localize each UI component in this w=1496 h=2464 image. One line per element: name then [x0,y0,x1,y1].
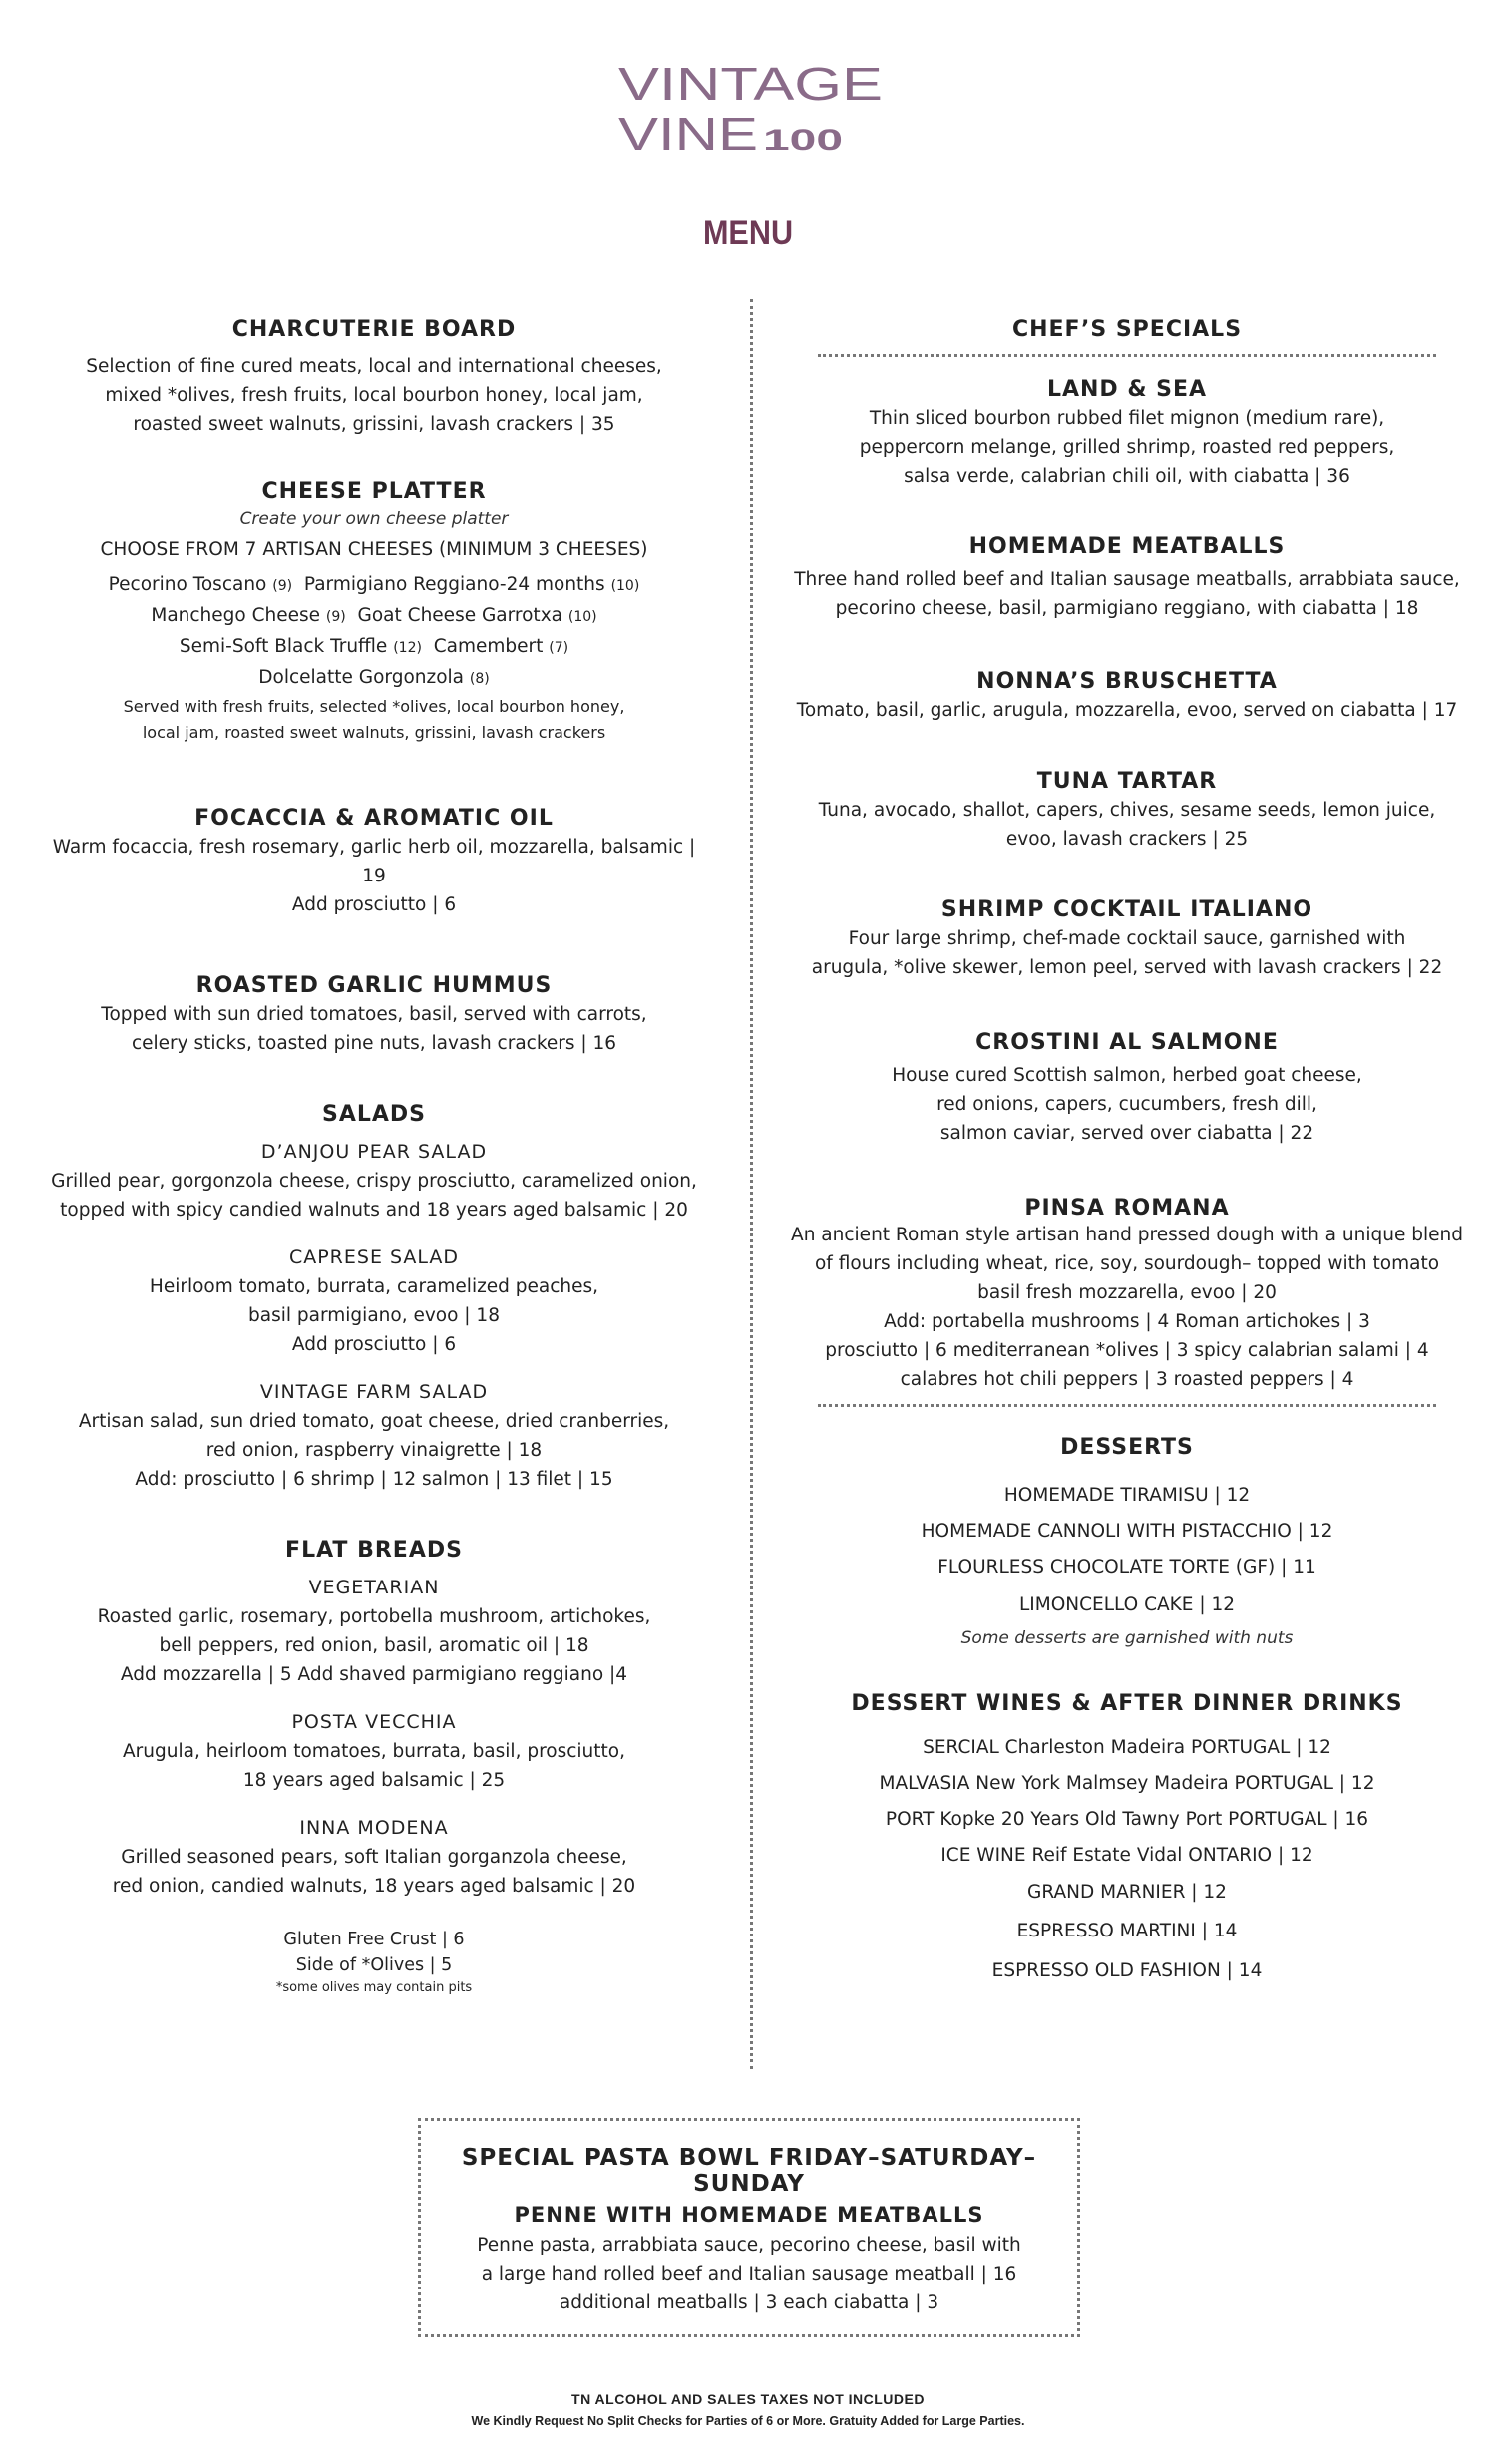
cheese-price: (12) [393,640,422,656]
salad-line: Artisan salad, sun dried tomato, goat cheese, dried cranberries, [78,1411,670,1432]
special-item [778,769,1476,854]
column-divider [750,299,753,2069]
special-line: salsa verde, calabrian chili oil, with ciabatta | 36 [904,466,1350,487]
desserts-divider [818,1404,1436,1407]
cheese-price: (10) [567,609,597,625]
cheese-row [40,601,708,632]
salad-name: CAPRESE SALAD [288,1246,460,1268]
flatbread-line: Roasted garlic, rosemary, portobella mushroom, artichokes, [97,1606,651,1627]
salad-line: Add: prosciutto | 6 shrimp | 12 salmon | 13 filet | 15 [135,1469,613,1490]
salad-line: Heirloom tomato, burrata, caramelized peaches, [149,1276,599,1297]
cheese-title: CHEESE PLATTER [261,479,487,504]
flatbreads-section [40,1538,708,1998]
special-line: calabres hot chili peppers | 3 roasted peppers | 4 [900,1369,1354,1390]
charcuterie-section [40,317,708,439]
flatbread-extra: Side of *Olives | 5 [295,1955,453,1975]
wines-title: DESSERT WINES & AFTER DINNER DRINKS [851,1691,1403,1716]
special-line: Tuna, avocado, shallot, capers, chives, sesame seeds, lemon juice, [818,800,1436,821]
desserts-section [778,1435,1476,1651]
desserts-title: DESSERTS [1060,1435,1194,1460]
tax-notice: TN ALCOHOL AND SALES TAXES NOT INCLUDED [571,2391,925,2407]
hummus-section [40,973,708,1058]
focaccia-section [40,806,708,919]
cheese-row [40,570,708,601]
cheese-name: Goat Cheese Garrotxa [357,605,562,626]
special-line: Tomato, basil, garlic, arugula, mozzarella, evoo, served on ciabatta | 17 [796,700,1458,721]
special-line: Three hand rolled beef and Italian sausage meatballs, arrabbiata sauce, [794,569,1460,590]
special-line: peppercorn melange, grilled shrimp, roasted red peppers, [859,437,1395,458]
hummus-title: ROASTED GARLIC HUMMUS [195,973,553,998]
desserts-note: Some desserts are garnished with nuts [960,1628,1294,1648]
special-item [778,669,1476,725]
olives-pits-note: *some olives may contain pits [275,1980,473,1995]
hummus-line: celery sticks, toasted pine nuts, lavash crackers | 16 [131,1033,617,1054]
left-column [40,317,708,2038]
charcuterie-line: Selection of fine cured meats, local and international cheeses, [86,356,662,377]
salad-line: Add prosciutto | 6 [291,1334,457,1355]
cheese-price: (7) [549,640,569,656]
charcuterie-line: mixed *olives, fresh fruits, local bourbon honey, local jam, [105,385,643,406]
special-line: basil fresh mozzarella, evoo | 20 [977,1282,1277,1303]
focaccia-title: FOCACCIA & AROMATIC OIL [194,806,554,831]
flatbread-line: Grilled seasoned pears, soft Italian gorganzola cheese, [121,1847,627,1868]
flatbread-line: Add mozzarella | 5 Add shaved parmigiano reggiano |4 [120,1664,628,1685]
special-item [778,534,1476,623]
cheese-served-line: Served with fresh fruits, selected *olives, local bourbon honey, [123,697,625,716]
wine-item: PORT Kopke 20 Years Old Tawny Port PORTUGAL | 16 [885,1809,1369,1830]
wine-item: ESPRESSO OLD FASHION | 14 [991,1960,1263,1981]
wine-item: ESPRESSO MARTINI | 14 [1016,1921,1238,1941]
special-name: CROSTINI AL SALMONE [975,1030,1279,1055]
special-line: arugula, *olive skewer, lemon peel, served with lavash crackers | 22 [811,957,1443,978]
logo-number: 100 [763,124,843,157]
pasta-line: a large hand rolled beef and Italian sausage meatball | 16 [481,2264,1017,2285]
flatbread-name: INNA MODENA [299,1817,449,1839]
dessert-item: LIMONCELLO CAKE | 12 [1018,1594,1236,1615]
special-name: HOMEMADE MEATBALLS [968,534,1286,559]
special-line: Add: portabella mushrooms | 4 Roman artichokes | 3 [884,1311,1370,1332]
vintage-vine-logo [598,50,898,170]
wine-item: ICE WINE Reif Estate Vidal ONTARIO | 12 [940,1845,1313,1866]
split-check-notice: We Kindly Request No Split Checks for Parties of 6 or More. Gratuity Added for Large Parties. [471,2414,1025,2428]
cheese-served-line: local jam, roasted sweet walnuts, grissini, lavash crackers [142,723,606,742]
charcuterie-line: roasted sweet walnuts, grissini, lavash crackers | 35 [133,414,615,435]
salad-line: basil parmigiano, evoo | 18 [248,1305,500,1326]
special-line: evoo, lavash crackers | 25 [1005,829,1249,850]
salads-section [40,1102,708,1494]
charcuterie-title: CHARCUTERIE BOARD [231,317,517,342]
focaccia-line: Warm focaccia, fresh rosemary, garlic herb oil, mozzarella, balsamic | 19 [52,837,696,886]
pasta-line: Penne pasta, arrabbiata sauce, pecorino cheese, basil with [477,2235,1021,2256]
logo-line-2: VINE [618,108,758,160]
special-line: prosciutto | 6 mediterranean *olives | 3 spicy calabrian salami | 4 [825,1340,1429,1361]
flatbread-extra: Gluten Free Crust | 6 [283,1930,465,1949]
flatbread-line: Arugula, heirloom tomatoes, burrata, basil, prosciutto, [123,1741,625,1762]
cheese-name: Manchego Cheese [151,605,321,626]
salad-line: red onion, raspberry vinaigrette | 18 [205,1440,543,1461]
cheese-price: (8) [469,671,490,687]
salad-name: VINTAGE FARM SALAD [259,1381,489,1403]
special-item [778,897,1476,982]
special-name: LAND & SEA [1046,377,1208,402]
cheese-name: Dolcelatte Gorgonzola [258,667,464,688]
salad-line: topped with spicy candied walnuts and 18 years aged balsamic | 20 [60,1200,688,1221]
dessert-item: FLOURLESS CHOCOLATE TORTE (GF) | 11 [937,1557,1316,1578]
cheese-row [40,663,708,694]
pasta-name: PENNE WITH HOMEMADE MEATBALLS [514,2203,984,2227]
salad-line: Grilled pear, gorgonzola cheese, crispy prosciutto, caramelized onion, [51,1171,697,1192]
flatbreads-title: FLAT BREADS [285,1538,463,1563]
special-line: Thin sliced bourbon rubbed filet mignon (medium rare), [869,408,1385,429]
special-item [778,1030,1476,1148]
special-pasta-box [418,2118,1080,2337]
menu-title: MENU [702,214,794,252]
cheese-name: Pecorino Toscano [108,574,267,595]
special-name: TUNA TARTAR [1036,769,1218,794]
special-name: NONNA’S BRUSCHETTA [976,669,1278,694]
pasta-line: additional meatballs | 3 each ciabatta | 3 [559,2292,939,2313]
special-line: pecorino cheese, basil, parmigiano reggiano, with ciabatta | 18 [835,598,1419,619]
cheese-name: Camembert [433,636,544,657]
special-name: PINSA ROMANA [1024,1196,1230,1221]
dessert-item: HOMEMADE TIRAMISU | 12 [1003,1485,1251,1506]
cheese-name: Semi-Soft Black Truffle [179,636,388,657]
cheese-section [40,479,708,746]
special-line: House cured Scottish salmon, herbed goat cheese, [892,1065,1362,1086]
flatbread-name: VEGETARIAN [308,1577,440,1598]
wine-item: SERCIAL Charleston Madeira PORTUGAL | 12 [923,1737,1331,1758]
specials-divider [818,354,1436,357]
salads-title: SALADS [321,1102,427,1127]
hummus-line: Topped with sun dried tomatoes, basil, served with carrots, [101,1004,647,1025]
wines-section [778,1691,1476,1991]
special-line: red onions, capers, cucumbers, fresh dill, [936,1094,1317,1115]
wine-item: GRAND MARNIER | 12 [1027,1882,1227,1903]
dessert-item: HOMEMADE CANNOLI WITH PISTACCHIO | 12 [921,1521,1333,1542]
flatbread-name: POSTA VECCHIA [291,1711,457,1733]
special-name: SHRIMP COCKTAIL ITALIANO [940,897,1313,922]
wine-item: MALVASIA New York Malmsey Madeira PORTUGAL | 12 [879,1773,1375,1794]
cheese-choose: CHOOSE FROM 7 ARTISAN CHEESES (MINIMUM 3 CHEESES) [100,539,648,560]
cheese-note: Create your own cheese platter [239,509,509,528]
cheese-price: (9) [272,578,293,594]
special-item [778,377,1476,491]
cheese-name: Parmigiano Reggiano-24 months [303,574,605,595]
cheese-row [40,632,708,663]
special-line: An ancient Roman style artisan hand pressed dough with a unique blend [791,1225,1463,1245]
focaccia-line: Add prosciutto | 6 [291,894,457,915]
right-column [778,317,1476,2031]
cheese-price: (9) [325,609,346,625]
flatbread-line: red onion, candied walnuts, 18 years aged balsamic | 20 [112,1876,636,1897]
special-line: Four large shrimp, chef-made cocktail sauce, garnished with [848,928,1406,949]
special-item [778,1196,1476,1394]
special-line: salmon caviar, served over ciabatta | 22 [939,1123,1314,1144]
chefs-specials-title: CHEF’S SPECIALS [1011,317,1243,342]
flatbread-line: 18 years aged balsamic | 25 [242,1770,506,1791]
special-line: of flours including wheat, rice, soy, sourdough– topped with tomato [814,1253,1440,1274]
flatbread-line: bell peppers, red onion, basil, aromatic oil | 18 [159,1635,589,1656]
logo-line-1: VINTAGE [618,58,883,110]
pasta-title: SPECIAL PASTA BOWL FRIDAY–SATURDAY–SUNDAY [461,2145,1037,2197]
cheese-price: (10) [610,578,640,594]
salad-name: D’ANJOU PEAR SALAD [260,1141,488,1163]
